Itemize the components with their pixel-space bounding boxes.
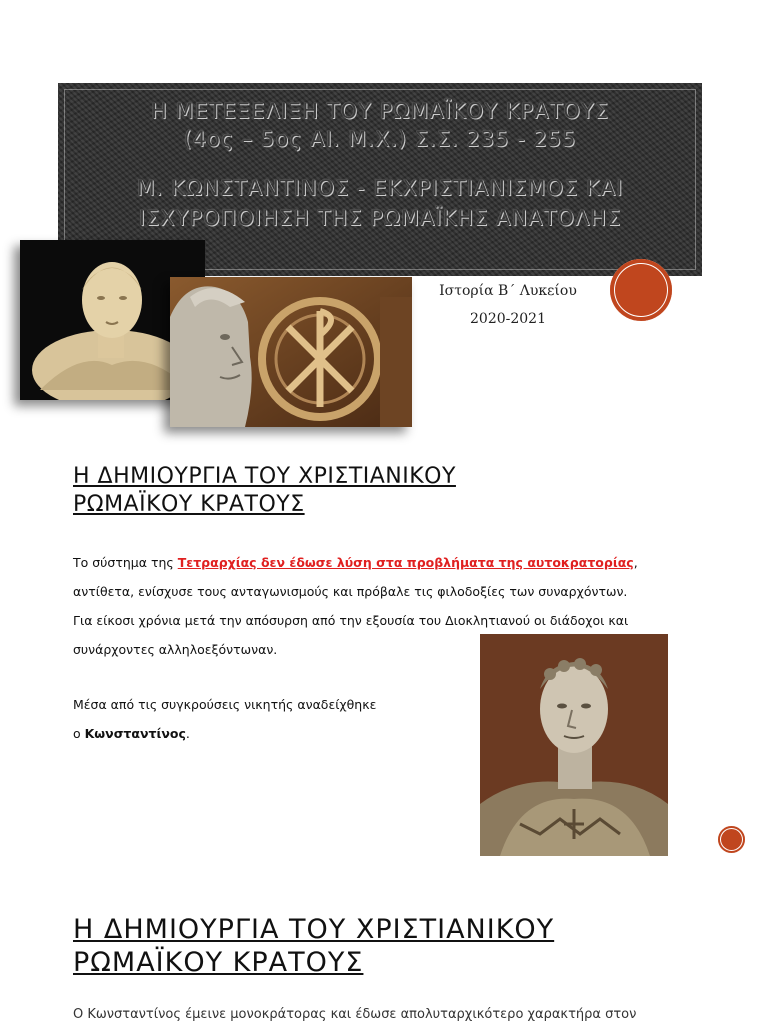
decorative-circle-small [718,826,745,853]
paragraph-monarch: Ο Κωνσταντίνος έμεινε μονοκράτορας και έδωσε απολυταρχικότερο χαρακτήρα στον [73,1007,637,1022]
school-year: 2020-2021 [470,311,546,327]
title-line-1: Η ΜΕΤΕΞΕΛΙΞΗ ΤΟΥ ΡΩΜΑΪΚΟΥ ΚΡΑΤΟΥΣ [150,99,610,123]
subtitle-line-1: Μ. ΚΩΝΣΤΑΝΤΙΝΟΣ - ΕΚΧΡΙΣΤΙΑΝΙΣΜΟΣ ΚΑΙ [136,176,624,200]
section-heading-2 [73,913,554,979]
text-span: , [633,555,638,570]
heading-line-2: ΡΩΜΑΪΚΟΥ ΚΡΑΤΟΥΣ [73,492,305,517]
constantine-bust-image [480,634,668,856]
paragraph-line: Μέσα από τις συγκρούσεις νικητής αναδείχθηκε [73,697,377,712]
text-span: Το σύστημα της [73,555,178,570]
paragraph-line [73,548,695,577]
title-line-2: (4ος – 5ος ΑΙ. Μ.Χ.) Σ.Σ. 235 - 255 [183,127,577,151]
section-heading [73,463,456,519]
heading-line-1: Η ΔΗΜΙΟΥΡΓΙΑ ΤΟΥ ΧΡΙΣΤΙΑΝΙΚΟΥ [73,464,456,489]
paragraph-line: συνάρχοντες αλληλοεξόντωναν. [73,642,278,657]
heading-line-2: ΡΩΜΑΪΚΟΥ ΚΡΑΤΟΥΣ [73,947,364,978]
text-span: . [185,726,190,741]
course-label: Ιστορία Β΄ Λυκείου [439,283,577,299]
constantine-name: Κωνσταντίνος [84,726,186,741]
text-span: ο [73,726,85,741]
decorative-circle [610,259,672,321]
subtitle-line-2: ΙΣΧΥΡΟΠΟΙΗΣΗ ΤΗΣ ΡΩΜΑΪΚΗΣ ΑΝΑΤΟΛΗΣ [138,206,622,230]
paragraph-line: Για είκοσι χρόνια μετά την απόσυρση από την εξουσία του Διοκλητιανού οι διάδοχοι και [73,613,629,628]
subtitle [58,173,702,233]
paragraph-line [73,719,433,748]
highlight-text: Τετραρχίας δεν έδωσε λύση στα προβλήματα της αυτοκρατορίας [177,555,634,570]
main-title [58,97,702,153]
paragraph-constantine [73,690,433,748]
paragraph-line: αντίθετα, ενίσχυσε τους ανταγωνισμούς και πρόβαλε τις φιλοδοξίες των συναρχόντων. [73,584,628,599]
slide-1 [0,0,768,440]
constantine-chi-rho-image [170,277,412,427]
heading-line-1: Η ΔΗΜΙΟΥΡΓΙΑ ΤΟΥ ΧΡΙΣΤΙΑΝΙΚΟΥ [73,914,555,945]
